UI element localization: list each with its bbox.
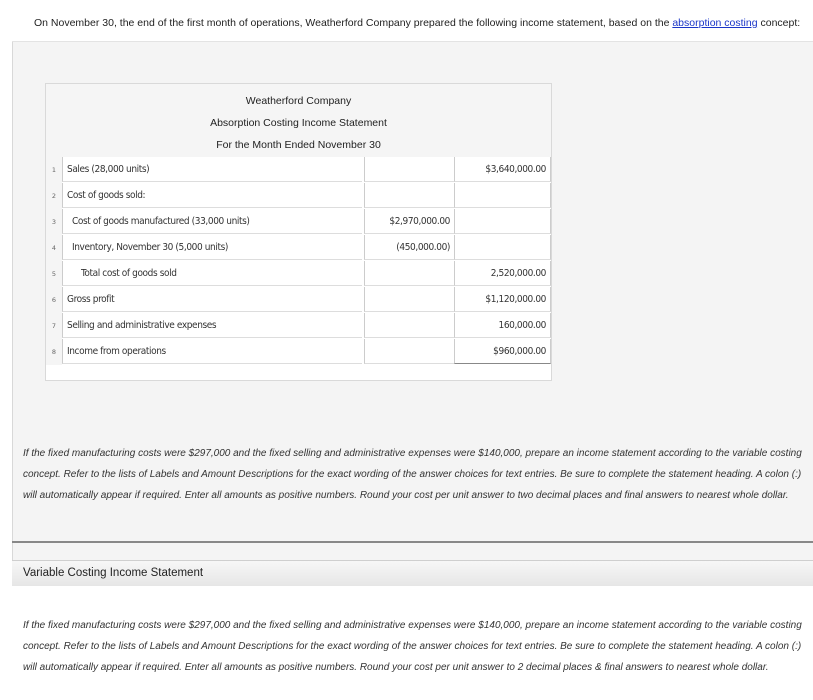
row-number: 2 [46,183,62,209]
statement-row [46,235,551,261]
statement-row [46,209,551,235]
statement-heading [46,84,551,157]
amount-cell-2: 160,000.00 [454,313,551,338]
amount-cell-1 [364,339,454,364]
absorption-income-statement [45,83,552,381]
statement-period: For the Month Ended November 30 [216,139,381,151]
amount-cell-1 [364,313,454,338]
row-label: Inventory, November 30 (5,000 units) [62,235,362,260]
row-number: 3 [46,209,62,235]
intro-text-before: On November 30, the end of the first month of operations, Weatherford Company prepared the following income statement, based on the [34,17,673,29]
intro-strip [12,0,813,42]
row-number: 6 [46,287,62,313]
statement-rows [46,157,551,365]
absorption-costing-link[interactable]: absorption costing [672,17,758,29]
row-label: Sales (28,000 units) [62,157,362,182]
amount-cell-2: $1,120,000.00 [454,287,551,312]
amount-cell-2: 2,520,000.00 [454,261,551,286]
row-label: Cost of goods sold: [62,183,362,208]
row-number: 8 [46,339,62,365]
amount-cell-1: (450,000.00) [364,235,454,260]
amount-cell-2: $960,000.00 [454,339,551,364]
amount-cell-1 [364,287,454,312]
statement-row [46,339,551,365]
row-label: Total cost of goods sold [62,261,362,286]
instructions-text-repeat: If the fixed manufacturing costs were $297,000 and the fixed selling and administrative expenses were $140,000, prepare an income statement according to the variable costing concept. Refer to the lists of Labels and Amount Descriptions for the exact wording of the answer choices for text entries. Be sure to complete the statement heading. A colon (:) will automatically appear if required. Enter all amounts as positive numbers. Round your cost per unit answer to 2 decimal places & final answers to nearest whole dollar. [23,620,802,673]
intro-text [34,17,800,29]
row-label: Income from operations [62,339,362,364]
row-label: Gross profit [62,287,362,312]
statement-title: Absorption Costing Income Statement [210,117,387,129]
row-label: Selling and administrative expenses [62,313,362,338]
amount-cell-1 [364,261,454,286]
amount-cell-2 [454,235,551,260]
statement-company: Weatherford Company [245,95,352,107]
amount-cell-1 [364,157,454,182]
statement-row [46,157,551,183]
section-divider [12,541,813,543]
statement-row [46,287,551,313]
amount-cell-1 [364,183,454,208]
row-number: 1 [46,157,62,183]
amount-cell-2 [454,209,551,234]
amount-cell-1: $2,970,000.00 [364,209,454,234]
section-header [12,560,813,587]
statement-row [46,261,551,287]
row-number: 5 [46,261,62,287]
row-label: Cost of goods manufactured (33,000 units) [62,209,362,234]
row-number: 4 [46,235,62,261]
amount-cell-2 [454,183,551,208]
instructions-text: If the fixed manufacturing costs were $297,000 and the fixed selling and administrative expenses were $140,000, prepare an income statement according to the variable costing concept. Refer to the lists of Labels and Amount Descriptions for the exact wording of the answer choices for text entries. Be sure to complete the statement heading. A colon (:) will automatically appear if required. Enter all amounts as positive numbers. Round your cost per unit answer to two decimal places and final answers to nearest whole dollar. [23,448,802,501]
statement-row [46,183,551,209]
intro-text-after: concept: [757,17,801,29]
statement-row [46,313,551,339]
row-number: 7 [46,313,62,339]
section-title: Variable Costing Income Statement [23,567,204,579]
amount-cell-2: $3,640,000.00 [454,157,551,182]
